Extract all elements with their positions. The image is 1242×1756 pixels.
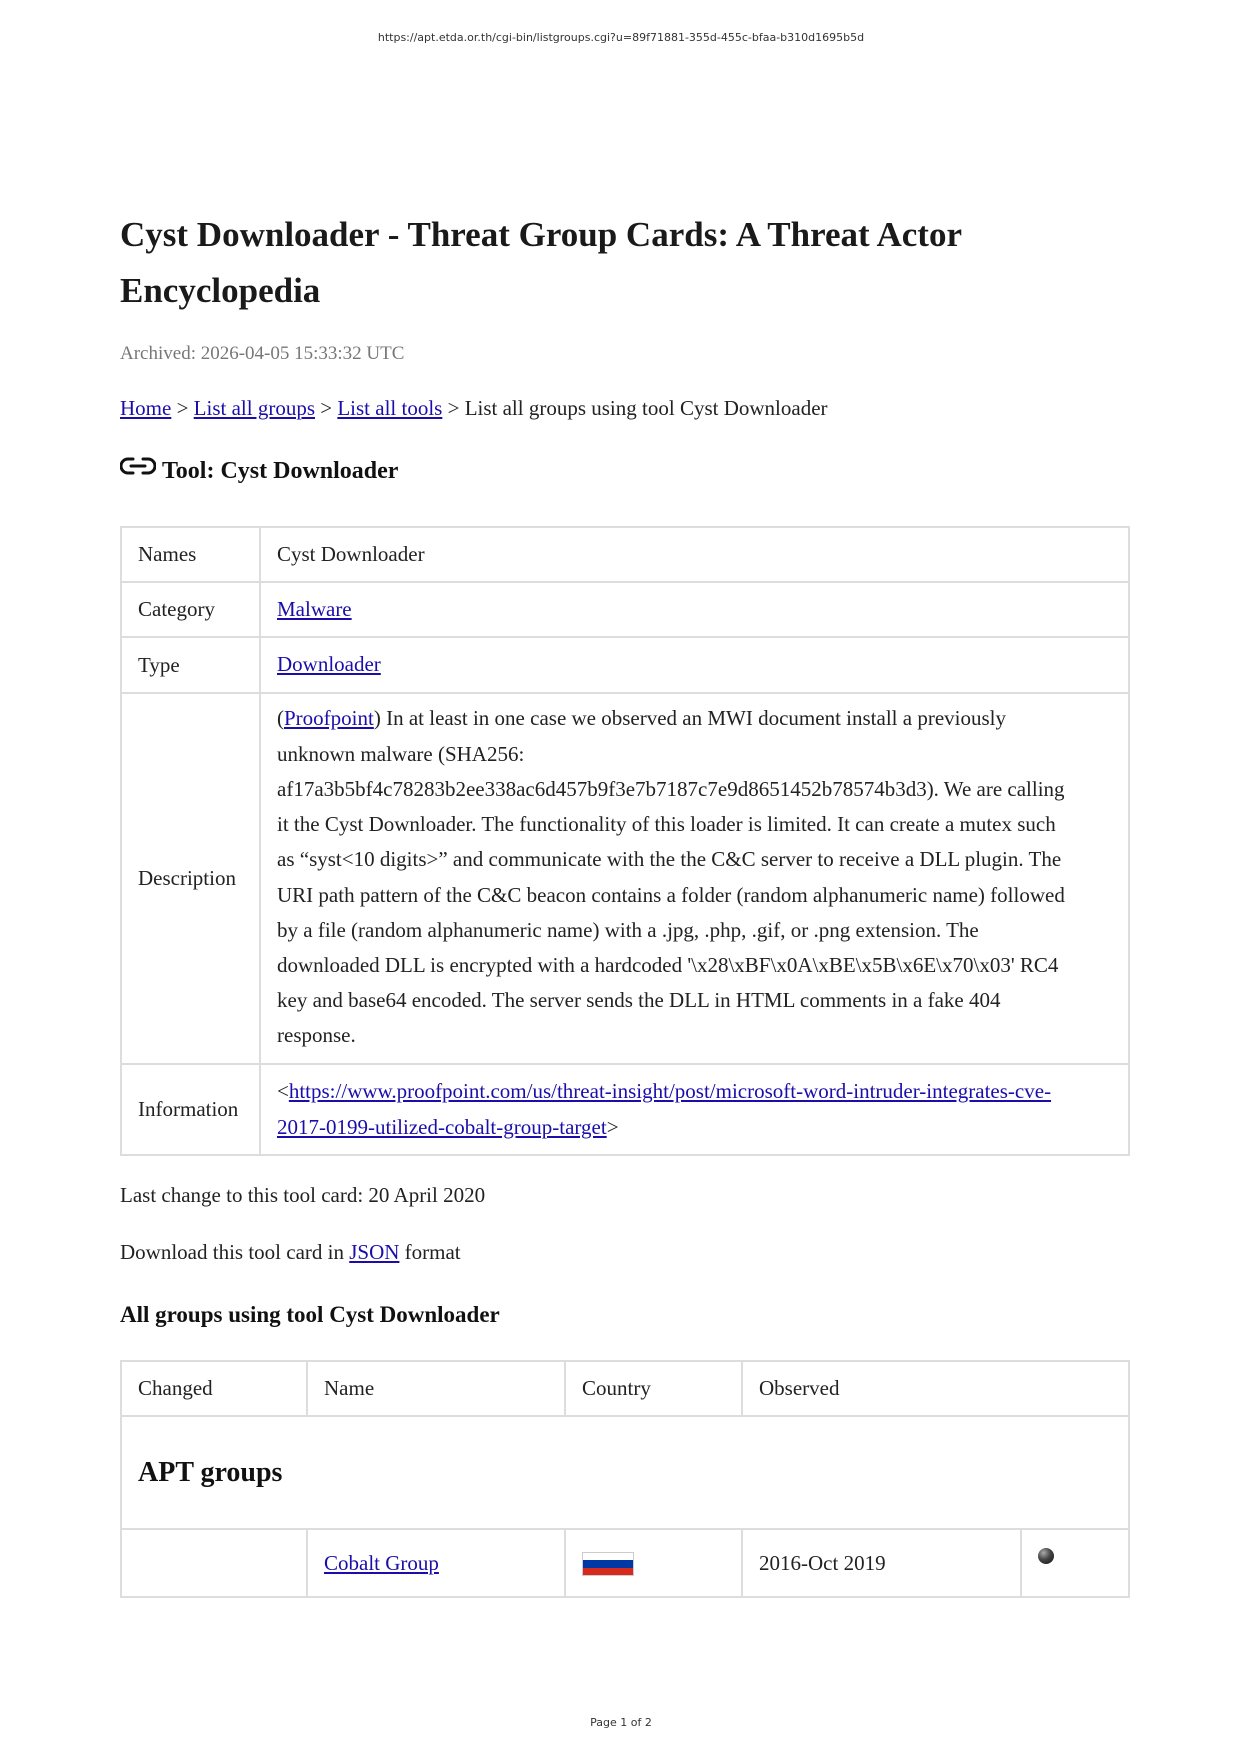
name-cell [307,1529,565,1597]
table-header-row [121,1361,1129,1416]
page-title-line1: Cyst Downloader - Threat Group Cards: A Threat Actor [120,215,962,254]
information-label: Information [121,1064,260,1155]
description-line: it the Cyst Downloader. The functionality of this loader is limited. It can create a mutex such [277,812,1056,837]
observed-cell: 2016-Oct 2019 [742,1529,1021,1597]
description-line: URI path pattern of the C&C beacon contains a folder (random alphanumeric name) followed [277,882,1065,907]
information-link[interactable] [277,1079,1051,1138]
information-value [260,1064,1129,1155]
section-row [121,1416,1129,1529]
flag-stripe-bottom [583,1568,633,1575]
page-title [120,207,1130,319]
breadcrumb-separator: > [442,396,465,420]
status-cell [1021,1529,1129,1597]
description-value [260,693,1129,1064]
table-row [121,527,1129,582]
breadcrumb-home-link[interactable]: Home [120,396,172,420]
flag-stripe-middle [583,1560,633,1567]
breadcrumb-current: List all groups using tool Cyst Downloader [464,396,828,420]
print-url-header: https://apt.etda.or.th/cgi-bin/listgroups.cgi?u=89f71881-355d-455c-bfaa-b310d1695b5d [377,31,865,44]
table-row [121,637,1129,693]
description-line: downloaded DLL is encrypted with a hardcoded '\x28\xBF\x0A\xBE\x5B\x6E\x70\x03' RC4 [277,952,1059,977]
breadcrumb-tools-link[interactable]: List all tools [337,396,443,420]
breadcrumb-separator: > [171,396,194,420]
last-change-text: Last change to this tool card: 20 April 2020 [120,1183,486,1207]
information-link-line1: https://www.proofpoint.com/us/threat-insight/post/microsoft-word-intruder-integrates-cve- [288,1079,1052,1104]
breadcrumb-groups-link[interactable]: List all groups [193,396,315,420]
breadcrumb-separator: > [315,396,338,420]
page-title-line2: Encyclopedia [120,271,321,310]
status-dot-icon [1038,1548,1054,1564]
header-observed: Observed [742,1361,1129,1416]
description-line: unknown malware (SHA256: [277,741,525,766]
category-cell [260,582,1129,637]
proofpoint-link[interactable]: Proofpoint [284,706,374,731]
download-prefix: Download this tool card in [120,1240,350,1264]
breadcrumb [120,396,828,421]
category-malware-link[interactable]: Malware [277,596,352,621]
description-line: key and base64 encoded. The server sends the DLL in HTML comments in a fake 404 [277,988,1001,1013]
tool-heading-text: Tool: Cyst Downloader [162,458,399,484]
archived-timestamp: Archived: 2026-04-05 15:33:32 UTC [120,343,405,364]
information-open-bracket: < [277,1079,289,1104]
description-line: response. [277,1023,356,1048]
download-suffix: format [399,1240,461,1264]
tool-info-table [120,526,1130,1156]
table-row [121,693,1129,1064]
table-row [121,582,1129,637]
groups-table [120,1360,1130,1598]
description-line: as “syst<10 digits>” and communicate with the the C&C server to receive a DLL plugin. The [277,847,1062,872]
information-close-bracket: > [606,1114,619,1139]
description-label: Description [121,693,260,1064]
changed-cell [121,1529,307,1597]
description-line: ) In at least in one case we observed an MWI document install a previously [373,706,1006,731]
type-downloader-link[interactable]: Downloader [277,652,381,677]
groups-heading: All groups using tool Cyst Downloader [120,1302,500,1327]
type-label: Type [121,637,260,693]
section-cell [121,1416,1129,1529]
information-link-line2: 2017-0199-utilized-cobalt-group-target [277,1114,607,1139]
json-download-link[interactable]: JSON [349,1240,400,1264]
description-line: by a file (random alphanumeric name) with a .jpg, .php, .gif, or .png extension. The [277,917,979,942]
description-line: af17a3b5bf4c78283b2ee338ac6d457b9f3e7b7187c7e9d8651452b78574b3d3). We are calling [277,776,1065,801]
link-icon [120,455,156,477]
header-name: Name [307,1361,565,1416]
description-paren: ( [277,706,284,731]
flag-stripe-top [583,1553,633,1560]
header-country: Country [565,1361,742,1416]
table-row [121,1064,1129,1155]
table-row [121,1529,1129,1597]
tool-heading [120,458,398,485]
names-label: Names [121,527,260,582]
download-line [120,1240,461,1265]
section-title: APT groups [138,1456,283,1488]
names-value: Cyst Downloader [260,527,1129,582]
cobalt-group-link[interactable]: Cobalt Group [324,1550,439,1575]
page-number: Page 1 of 2 [590,1716,652,1729]
category-label: Category [121,582,260,637]
russia-flag-icon [582,1552,634,1576]
country-cell [565,1529,742,1597]
type-cell [260,637,1129,693]
header-changed: Changed [121,1361,307,1416]
